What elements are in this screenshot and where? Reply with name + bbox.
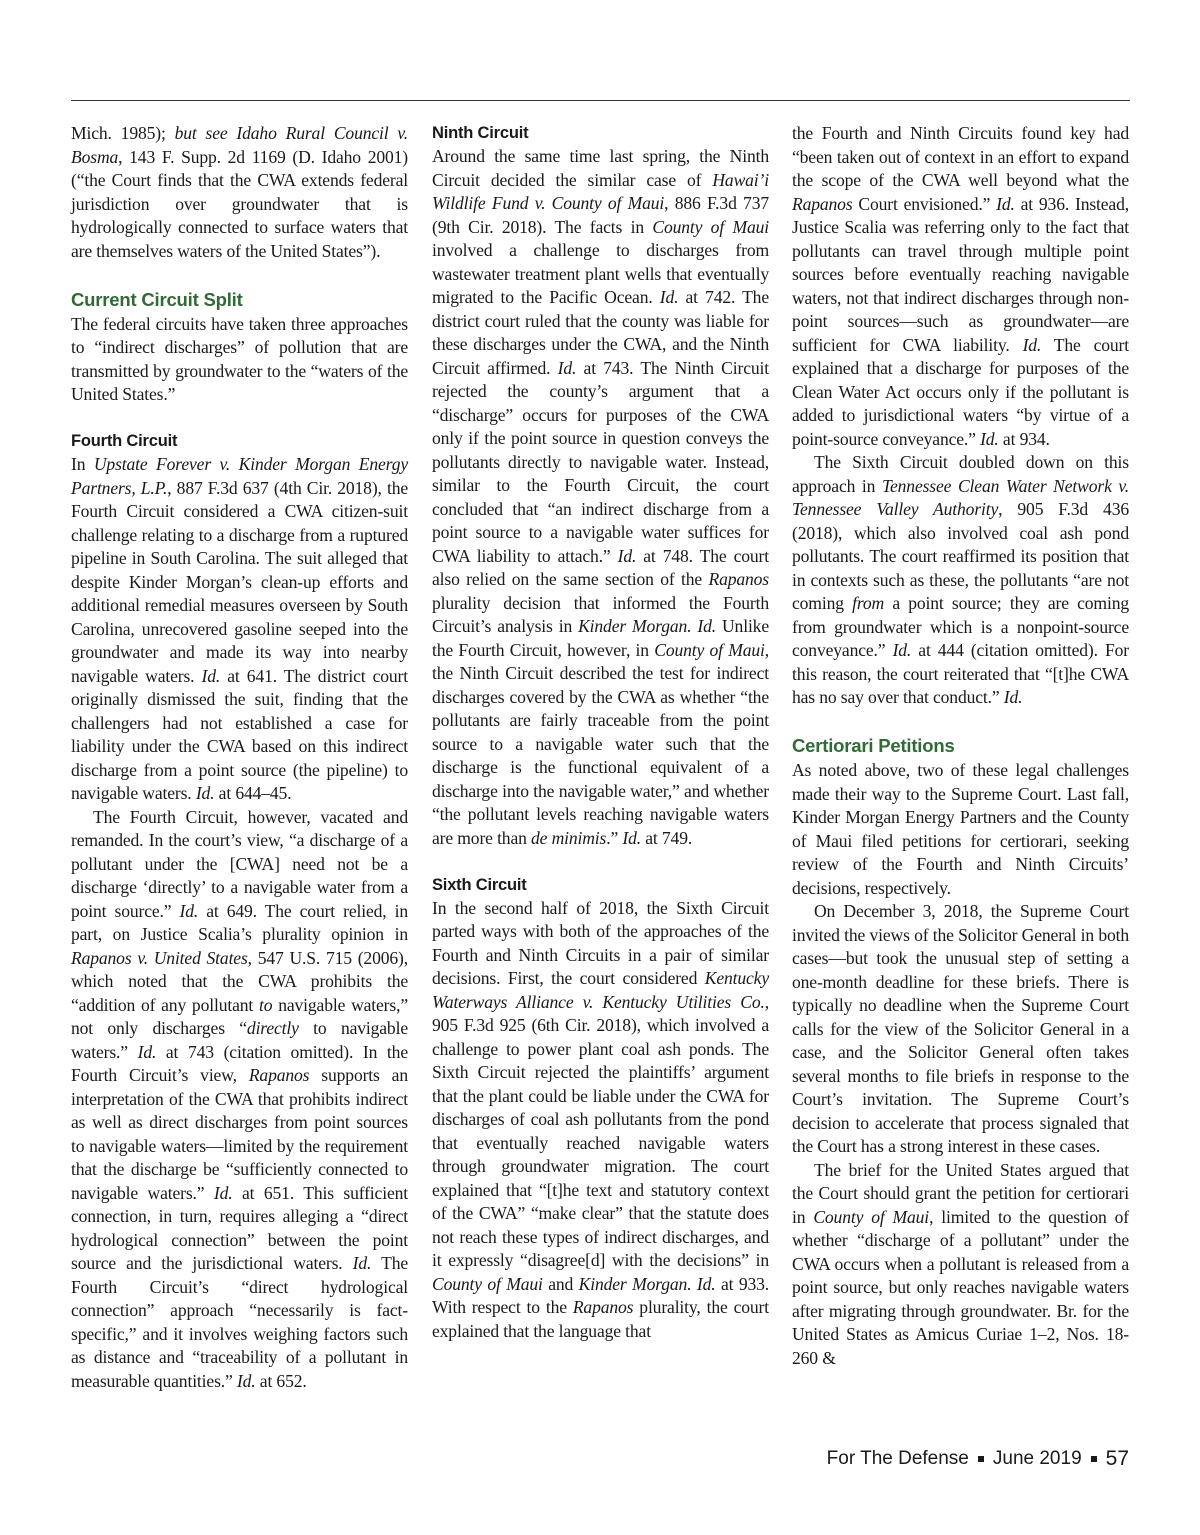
footer-bullet bbox=[978, 1456, 984, 1462]
page-footer bbox=[827, 1447, 1129, 1471]
paragraph-sixth-continued: the Fourth and Ninth Circuits found key had “been taken out of context in an effort to expand the scope of the CWA well beyond what the Rapanos Court envisioned.” Id. at 936. Instead, Justice Scalia was referring only to the fact that pollutants can travel through multiple point sources before eventually reaching navigable waters, not that indirect discharges through non-point sources—such as groundwater—are sufficient for CWA liability. Id. The court explained that a discharge for purposes of the Clean Water Act occurs only if the pollutant is added to jurisdictional waters “by virtue of a point-source conveyance.” Id. at 934. bbox=[792, 123, 1130, 449]
column-2 bbox=[432, 122, 769, 1343]
heading-certiorari-petitions: Certiorari Petitions bbox=[792, 735, 955, 756]
paragraph-sixth-1: In the second half of 2018, the Sixth Circuit parted ways with both of the approaches of the Fourth and Ninth Circuits in a pair of similar decisions. First, the court considered Kentucky Waterways Alliance v. Kentucky Utilities Co., 905 F.3d 925 (6th Cir. 2018), which involved a challenge to power plant coal ash ponds. The Sixth Circuit rejected the plaintiffs’ argument that the plant could be liable under the CWA for discharges of coal ash pollutants from the pond that eventually reached navigable waters through groundwater migration. The court explained that “[t]he text and statutory context of the CWA” “make clear” that the statute does not reach these types of indirect discharges, and it expressly “disagree[d] with the decisions” in County of Maui and Kinder Morgan. Id. at 933. With respect to the Rapanos plurality, the court explained that the language that bbox=[432, 897, 770, 1341]
paragraph-cert-1: As noted above, two of these legal challenges made their way to the Supreme Court. Last fall, Kinder Morgan Energy Partners and the County of Maui filed petitions for certiorari, seeking review of the Fourth and Ninth Circuits’ decisions, respectively. bbox=[792, 760, 1129, 898]
paragraph-fourth-2: The Fourth Circuit, however, vacated and remanded. In the court’s view, “a discharge of a pollutant under the [CWA] need not be a discharge ‘directly’ to a navigable water from a point source.” Id. at 649. The court relied, in part, on Justice Scalia’s plurality opinion in Rapanos v. United States, 547 U.S. 715 (2006), which noted that the CWA prohibits the “addition of any pollutant to navigable waters,” not only discharges “directly to navigable waters.” Id. at 743 (citation omitted). In the Fourth Circuit’s view, Rapanos supports an interpretation of the CWA that prohibits indirect as well as direct discharges from point sources to navigable waters—limited by the requirement that the discharge be “sufficiently connected to navigable waters.” Id. at 651. This sufficient connection, in turn, requires alleging a “direct hydrological connection” between the point source and the jurisdictional waters. Id. The Fourth Circuit’s “direct hydrological connection” approach “necessarily is fact-specific,” and it involves weighing factors such as distance and “traceability of a pollutant in measurable quantities.” Id. at 652. bbox=[71, 806, 408, 1391]
paragraph-ninth: Around the same time last spring, the Ninth Circuit decided the similar case of Hawai’i Wildlife Fund v. County of Maui, 886 F.3d 737 (9th Cir. 2018). The facts in County of Maui involved a challenge to discharges from wastewater treatment plant wells that eventually migrated to the Pacific Ocean. Id. at 742. The district court ruled that the county was liable for these discharges under the CWA, and the Ninth Circuit affirmed. Id. at 743. The Ninth Circuit rejected the county’s argument that a “discharge” occurs for purposes of the CWA only if the point source in question conveys the pollutants directly to navigable water. Instead, similar to the Fourth Circuit, the court concluded that “an indirect discharge from a point source to a navigable water suffices for CWA liability to attach.” Id. at 748. The court also relied on the same section of the Rapanos plurality decision that informed the Fourth Circuit’s analysis in Kinder Morgan. Id. Unlike the Fourth Circuit, however, in County of Maui, the Ninth Circuit described the test for indirect discharges covered by the CWA as whether “the pollutants are fairly traceable from the point source to a navigable water such that the discharge is the functional equivalent of a discharge into the navigable water,” and whether “the pollutant levels reaching navigable waters are more than de minimis.” Id. at 749. bbox=[432, 146, 770, 848]
heading-current-circuit-split: Current Circuit Split bbox=[71, 288, 243, 310]
paragraph-cert-2: On December 3, 2018, the Supreme Court invited the views of the Solicitor General in both cases—but took the unusual step of setting a one-month deadline for these briefs. There is typically no deadline when the Supreme Court calls for the view of the Solicitor General in a case, and the Solicitor General often takes several months to file briefs in response to the Court’s invitation. The Supreme Court’s decision to accelerate that process signaled that the Court has a strong interest in these cases. bbox=[792, 901, 1129, 1156]
paragraph-continuation: Mich. 1985); but see Idaho Rural Council v. Bosma, 143 F. Supp. 2d 1169 (D. Idaho 2001) (“the Court finds that the CWA extends federal jurisdiction over groundwater that is hydrologically connected to surface waters that are themselves waters of the United States”). bbox=[71, 123, 408, 261]
header-rule bbox=[71, 100, 1130, 101]
page-number: 57 bbox=[1105, 1447, 1129, 1470]
column-3 bbox=[792, 122, 1129, 1370]
paragraph-cert-3: The brief for the United States argued that the Court should grant the petition for certiorari in County of Maui, limited to the question of whether “discharge of a pollutant” under the CWA occurs when a pollutant is released from a point source, but only reaches navigable waters after migrating through groundwater. Br. for the United States as Amicus Curiae 1–2, Nos. 18-260 & bbox=[792, 1159, 1129, 1368]
heading-ninth-circuit: Ninth Circuit bbox=[432, 124, 529, 142]
column-1 bbox=[71, 122, 408, 1393]
footer-bullet bbox=[1091, 1456, 1097, 1462]
heading-sixth-circuit: Sixth Circuit bbox=[432, 875, 527, 894]
paragraph-sixth-2: The Sixth Circuit doubled down on this approach in Tennessee Clean Water Network v. Tennessee Valley Authority, 905 F.3d 436 (2018), which also involved coal ash pond pollutants. The court reaffirmed its position that in contexts such as these, the pollutants “are not coming from a point source; they are coming from groundwater which is a nonpoint-source conveyance.” Id. at 444 (citation omitted). For this reason, the court reiterated that “[t]he CWA has no say over that conduct.” Id. bbox=[792, 452, 1129, 707]
publication-name: For The Defense bbox=[826, 1448, 969, 1469]
paragraph-fourth-1: In Upstate Forever v. Kinder Morgan Energy Partners, L.P., 887 F.3d 637 (4th Cir. 2018), the Fourth Circuit considered a CWA citizen-suit challenge relating to a discharge from a ruptured pipeline in South Carolina. The suit alleged that despite Kinder Morgan’s clean-up efforts and additional remedial measures overseen by South Carolina, unrecovered gasoline seeped into the groundwater and made its way into nearby navigable waters. Id. at 641. The district court originally dismissed the suit, finding that the challengers had not established a case for liability under the CWA based on this indirect discharge from a point source (the pipeline) to navigable waters. Id. at 644–45. bbox=[71, 454, 408, 803]
heading-fourth-circuit: Fourth Circuit bbox=[71, 432, 178, 450]
paragraph-circuit-split: The federal circuits have taken three approaches to “indirect discharges” of pollution that are transmitted by groundwater to the “waters of the United States.” bbox=[71, 313, 408, 404]
issue-date: June 2019 bbox=[992, 1448, 1082, 1469]
